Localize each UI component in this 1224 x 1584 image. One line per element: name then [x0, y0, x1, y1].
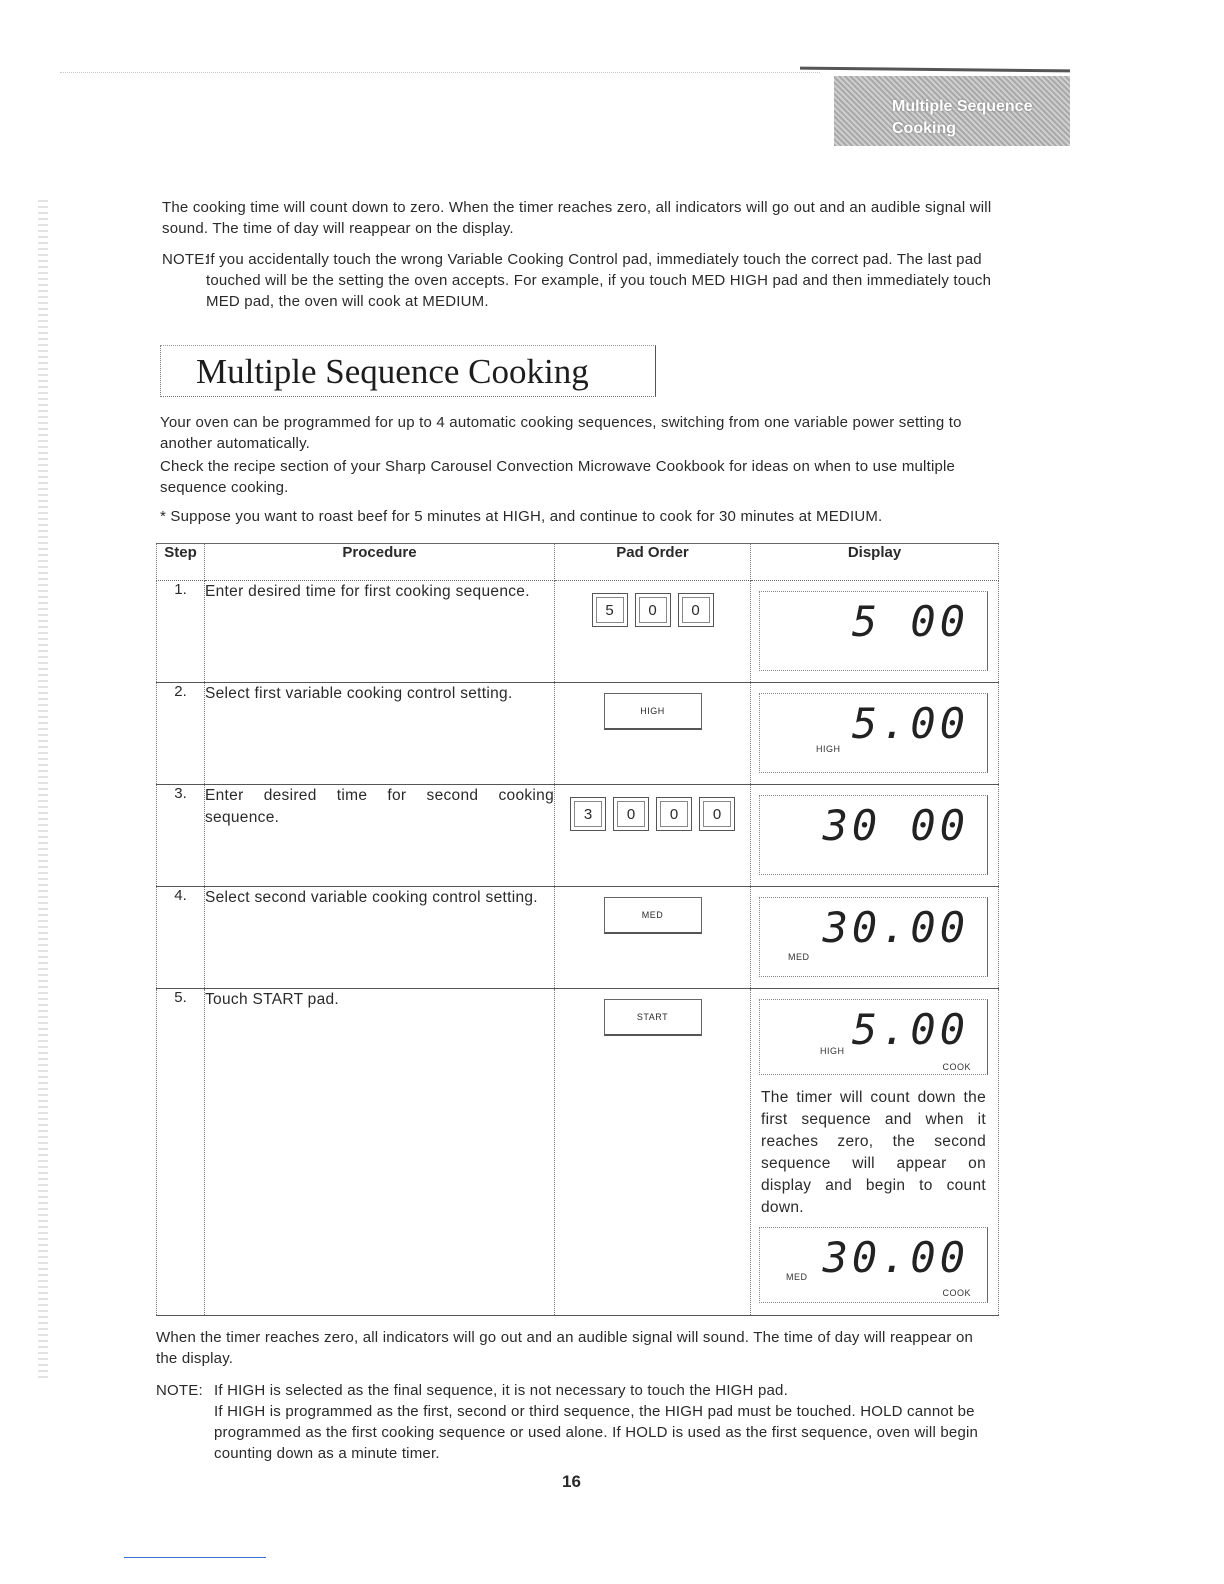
step-number: 3.: [157, 785, 205, 887]
step-number: 4.: [157, 887, 205, 989]
display-digits: 5.00: [851, 1005, 969, 1054]
procedure-text: Select first variable cooking control setting.: [205, 683, 555, 785]
step-number: 1.: [157, 581, 205, 683]
display-digits: 30 00: [822, 801, 969, 850]
display-panel: [759, 999, 988, 1075]
power-indicator: HIGH: [820, 1046, 845, 1056]
procedure-text: Enter desired time for first cooking sequence.: [205, 581, 555, 683]
footer-paragraph: When the timer reaches zero, all indicators will go out and an audible signal will sound. The time of day will reappear on the display.: [156, 1329, 974, 1367]
intro-paragraph: The cooking time will count down to zero. When the timer reaches zero, all indicators will go out and an audible signal will sound. The time of day will reappear on the display.: [162, 199, 992, 237]
display-panel: [759, 897, 988, 977]
table-row: [157, 887, 999, 989]
footer-note: [156, 1380, 998, 1464]
procedure-text: Select second variable cooking control setting.: [205, 887, 555, 989]
power-indicator: MED: [786, 1272, 808, 1282]
table-row: [157, 785, 999, 887]
section-title: Multiple Sequence Cooking: [196, 352, 589, 391]
intro-note: [162, 249, 998, 312]
number-key: 5: [592, 593, 628, 627]
high-pad: HIGH: [604, 693, 702, 730]
step-number: 2.: [157, 683, 205, 785]
example-text: * Suppose you want to roast beef for 5 minutes at HIGH, and continue to cook for 30 minutes at MEDIUM.: [160, 508, 883, 525]
section-tab-line1: Multiple Sequence: [892, 98, 1033, 115]
procedure-table: [156, 543, 999, 1316]
number-key: 0: [699, 797, 735, 831]
power-indicator: MED: [788, 952, 810, 962]
pad-keys: [555, 785, 750, 831]
top-rule: [60, 72, 820, 73]
procedure-text: Touch START pad.: [205, 989, 555, 1316]
table-row: [157, 989, 999, 1316]
med-pad: MED: [604, 897, 702, 934]
number-key: 3: [570, 797, 606, 831]
note-text-2: If HIGH is programmed as the first, second or third sequence, the HIGH pad must be touched. HOLD cannot be programmed as the first cooking sequence or used alone. If HOLD is used as the first sequence, oven will begin counting down as a minute timer.: [214, 1403, 979, 1462]
number-key: 0: [656, 797, 692, 831]
display-digits: 30.00: [822, 903, 969, 952]
header-display: Display: [751, 544, 999, 581]
table-row: [157, 683, 999, 785]
section-paragraph-1: Your oven can be programmed for up to 4 automatic cooking sequences, switching from one variable power setting to another automatically.: [160, 414, 962, 452]
note-label: NOTE:: [156, 1382, 203, 1399]
footnote-rule: [124, 1557, 266, 1558]
display-note: The timer will count down the first sequence and when it reaches zero, the second sequence will appear on display and begin to count down.: [761, 1089, 986, 1216]
note-label: NOTE:: [162, 251, 209, 268]
header-pad-order: Pad Order: [555, 544, 751, 581]
binding-edge: [38, 200, 48, 1380]
header-bar: [800, 67, 1070, 73]
procedure-text: Enter desired time for second cooking sequence.: [205, 785, 555, 887]
page-number: 16: [562, 1472, 581, 1491]
section-paragraph-2: Check the recipe section of your Sharp Carousel Convection Microwave Cookbook for ideas on when to use multiple sequence cooking.: [160, 458, 956, 496]
number-key: 0: [678, 593, 714, 627]
section-tab-line2: Cooking: [892, 120, 956, 137]
header-procedure: Procedure: [205, 544, 555, 581]
table-row: [157, 581, 999, 683]
header-step: Step: [157, 544, 205, 581]
display-digits: 5.00: [851, 699, 969, 748]
note-text-1: If HIGH is selected as the final sequence, it is not necessary to touch the HIGH pad.: [214, 1382, 788, 1399]
number-key: 0: [635, 593, 671, 627]
display-panel: [759, 591, 988, 671]
display-panel-2: [759, 1227, 988, 1303]
display-digits: 30.00: [822, 1233, 969, 1282]
note-text: If you accidentally touch the wrong Variable Cooking Control pad, immediately touch the correct pad. The last pad touched will be the setting the oven accepts. For example, if you touch MED HIGH pad and then immediately touch MED pad, the oven will cook at MEDIUM.: [206, 251, 992, 310]
number-key: 0: [613, 797, 649, 831]
pad-keys: [555, 581, 750, 627]
cook-indicator: COOK: [942, 1288, 971, 1298]
step-number: 5.: [157, 989, 205, 1316]
cook-indicator: COOK: [942, 1062, 971, 1072]
section-tab: [834, 76, 1070, 146]
display-digits: 5 00: [851, 597, 969, 646]
display-panel: [759, 795, 988, 875]
power-indicator: HIGH: [816, 744, 841, 754]
display-panel: [759, 693, 988, 773]
start-pad: START: [604, 999, 702, 1036]
